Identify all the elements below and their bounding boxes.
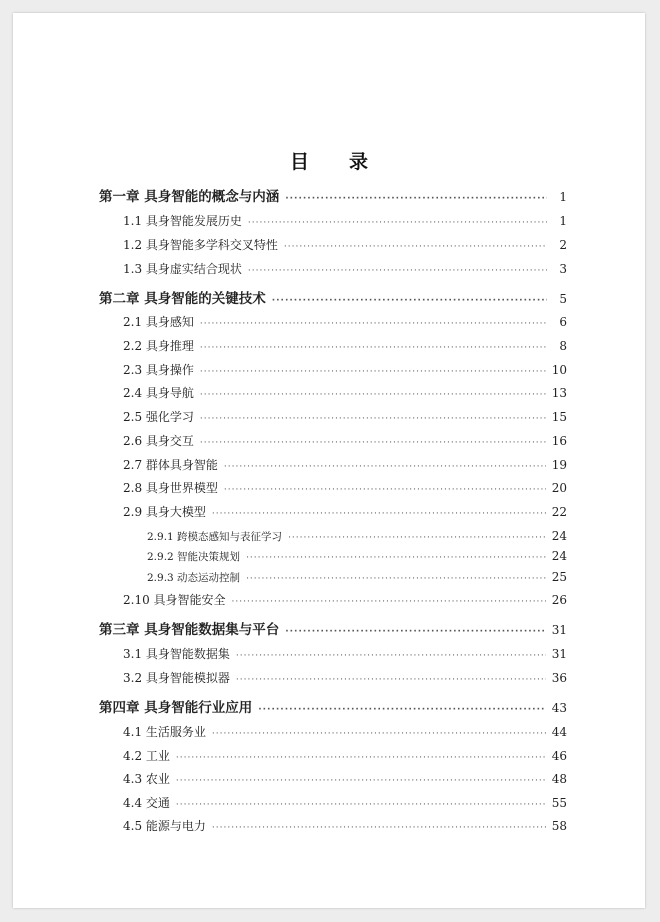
toc-page-number: 31 <box>551 623 567 637</box>
dot-leader <box>284 242 547 252</box>
dot-leader <box>200 414 546 424</box>
title-char-1: 目 <box>289 151 309 173</box>
toc-entry-label: 4.1 生活服务业 <box>123 725 206 739</box>
toc-page-number: 2 <box>559 238 567 252</box>
dot-leader <box>246 553 546 563</box>
toc-entry-chapter[interactable] <box>99 287 567 307</box>
toc-entry-section[interactable] <box>123 479 567 496</box>
toc-page-number: 6 <box>559 315 567 329</box>
toc-entry-label: 3.1 具身智能数据集 <box>123 647 230 661</box>
toc-entry-label: 第四章 具身智能行业应用 <box>99 700 253 716</box>
toc-page-number: 36 <box>551 671 567 685</box>
toc-page-number: 44 <box>551 725 567 739</box>
toc-entry-label: 1.2 具身智能多学科交叉特性 <box>123 238 278 252</box>
toc-page-number: 1 <box>559 190 567 204</box>
dot-leader <box>200 343 547 353</box>
toc-entry-label: 4.3 农业 <box>123 772 170 786</box>
toc-entry-label: 3.2 具身智能模拟器 <box>123 671 230 685</box>
toc-entry-section[interactable] <box>123 260 567 277</box>
toc-entry-label: 第二章 具身智能的关键技术 <box>99 291 266 307</box>
toc-entry-section[interactable] <box>123 723 567 740</box>
dot-leader <box>285 194 547 204</box>
document-page <box>13 13 645 908</box>
toc-page-number: 55 <box>551 796 567 810</box>
dot-leader <box>176 776 546 786</box>
toc-entry-label: 1.3 具身虚实结合现状 <box>123 262 242 276</box>
toc-entry-section[interactable] <box>123 236 567 253</box>
dot-leader <box>212 823 546 833</box>
toc-entry-section[interactable] <box>123 361 567 378</box>
dot-leader <box>224 485 546 495</box>
toc-page-number: 19 <box>551 458 567 472</box>
dot-leader <box>232 597 546 607</box>
dot-leader <box>285 627 546 637</box>
dot-leader <box>288 533 546 543</box>
dot-leader <box>248 266 547 276</box>
toc-page-number: 5 <box>559 292 567 306</box>
toc-page-number: 8 <box>559 339 567 353</box>
toc-entry-section[interactable] <box>123 645 567 662</box>
toc-page-number: 46 <box>551 749 567 763</box>
toc-page-number: 13 <box>551 386 567 400</box>
toc-entry-label: 2.1 具身感知 <box>123 315 194 329</box>
toc-entry-label: 2.5 强化学习 <box>123 410 194 424</box>
toc-entry-label: 2.6 具身交互 <box>123 434 194 448</box>
toc-entry-section[interactable] <box>123 591 567 608</box>
toc-entry-label: 2.9.2 智能决策规划 <box>147 551 241 563</box>
toc-page-number: 15 <box>551 410 567 424</box>
dot-leader <box>176 800 546 810</box>
toc-entry-section[interactable] <box>123 408 567 425</box>
toc-entry-label: 2.9 具身大模型 <box>123 505 206 519</box>
toc-entry-label: 2.2 具身推理 <box>123 339 194 353</box>
toc-entry-section[interactable] <box>123 384 567 401</box>
toc-page-number: 3 <box>559 262 567 276</box>
toc-entry-label: 第一章 具身智能的概念与内涵 <box>99 189 280 205</box>
toc-entry-label: 2.10 具身智能安全 <box>123 593 226 607</box>
toc-entry-section[interactable] <box>123 337 567 354</box>
toc-entry-label: 2.4 具身导航 <box>123 386 194 400</box>
toc-entry-label: 1.1 具身智能发展历史 <box>123 214 242 228</box>
toc-page-number: 25 <box>551 570 567 584</box>
dot-leader <box>200 319 547 329</box>
dot-leader <box>212 729 546 739</box>
toc-page-number: 22 <box>551 505 567 519</box>
dot-leader <box>258 705 546 715</box>
toc-entry-label: 第三章 具身智能数据集与平台 <box>99 622 280 638</box>
page-title <box>13 147 645 174</box>
dot-leader <box>272 296 547 306</box>
dot-leader <box>176 753 546 763</box>
toc-entry-section[interactable] <box>123 794 567 811</box>
dot-leader <box>200 390 546 400</box>
toc-page-number: 24 <box>551 529 567 543</box>
toc-page-number: 26 <box>551 593 567 607</box>
toc-entry-section[interactable] <box>123 313 567 330</box>
toc-entry-section[interactable] <box>123 503 567 520</box>
dot-leader <box>236 651 546 661</box>
toc-entry-sub[interactable] <box>147 529 567 544</box>
toc-page-number: 10 <box>551 363 567 377</box>
toc-entry-sub[interactable] <box>147 549 567 564</box>
toc-page-number: 20 <box>551 481 567 495</box>
toc-page-number: 31 <box>551 647 567 661</box>
toc-entry-sub[interactable] <box>147 570 567 585</box>
toc-page-number: 43 <box>551 701 567 715</box>
toc-entry-section[interactable] <box>123 747 567 764</box>
dot-leader <box>212 509 546 519</box>
toc-entry-chapter[interactable] <box>99 696 567 716</box>
toc-page-number: 1 <box>559 214 567 228</box>
toc-entry-chapter[interactable] <box>99 618 567 638</box>
title-char-2: 录 <box>349 151 369 173</box>
dot-leader <box>236 675 546 685</box>
toc-entry-label: 4.2 工业 <box>123 749 170 763</box>
dot-leader <box>224 462 546 472</box>
toc-entry-section[interactable] <box>123 432 567 449</box>
toc-entry-section[interactable] <box>123 456 567 473</box>
toc-page-number: 24 <box>551 549 567 563</box>
toc-entry-label: 2.8 具身世界模型 <box>123 481 218 495</box>
toc-entry-section[interactable] <box>123 770 567 787</box>
toc-entry-label: 2.9.1 跨模态感知与表征学习 <box>147 531 283 543</box>
toc-entry-label: 4.4 交通 <box>123 796 170 810</box>
toc-entry-label: 4.5 能源与电力 <box>123 819 206 833</box>
toc-entry-section[interactable] <box>123 817 567 834</box>
dot-leader <box>200 438 546 448</box>
toc-entry-section[interactable] <box>123 669 567 686</box>
toc-page-number: 48 <box>551 772 567 786</box>
toc-entry-label: 2.9.3 动态运动控制 <box>147 572 241 584</box>
toc-entry-label: 2.3 具身操作 <box>123 363 194 377</box>
toc-page-number: 16 <box>551 434 567 448</box>
toc-page-number: 58 <box>551 819 567 833</box>
dot-leader <box>246 574 546 584</box>
toc-entry-chapter[interactable] <box>99 185 567 205</box>
toc-entry-label: 2.7 群体具身智能 <box>123 458 218 472</box>
dot-leader <box>200 367 546 377</box>
toc-entry-section[interactable] <box>123 212 567 229</box>
dot-leader <box>248 218 547 228</box>
